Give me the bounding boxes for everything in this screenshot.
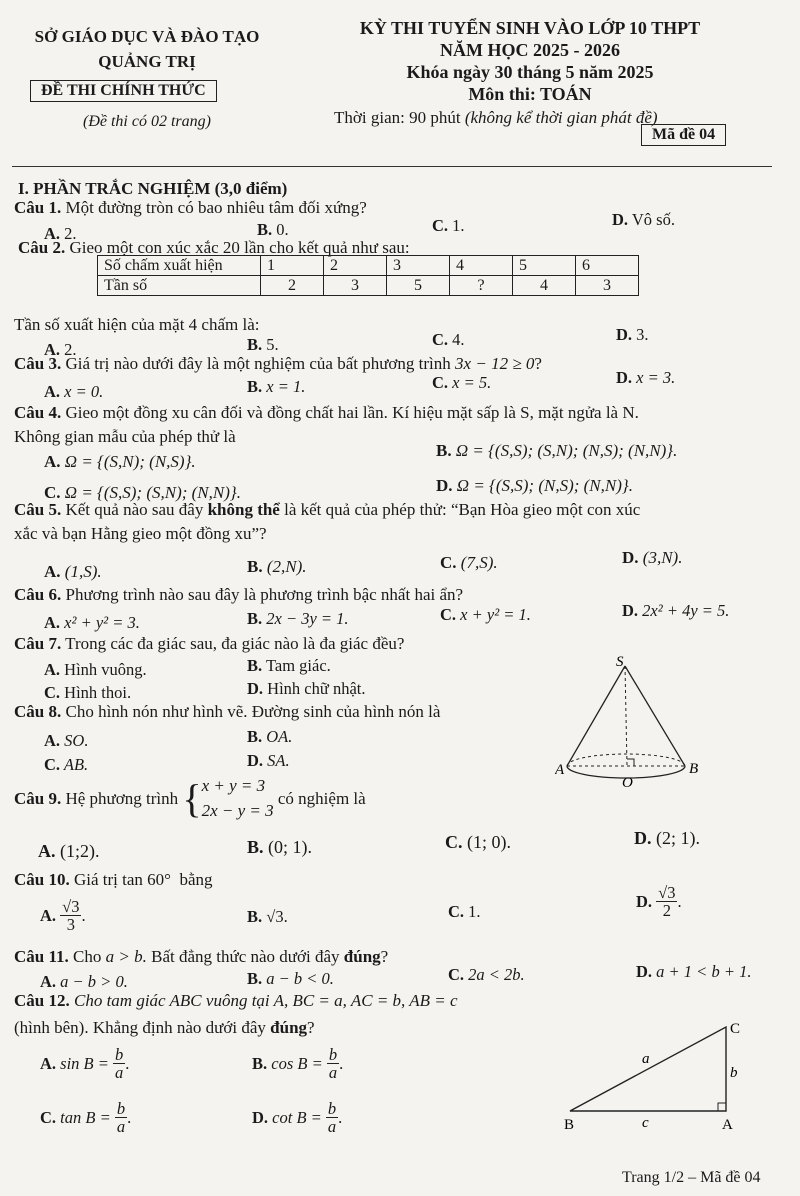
q12-option-a: A. sin B = $\frac{b}{a}$ . — [40, 1045, 130, 1083]
question-10: Câu 10. Giá trị tan 60° bằng — [14, 870, 213, 889]
q1-option-c: C. 1. — [432, 216, 465, 235]
question-8: Câu 8. Cho hình nón như hình vẽ. Đường sinh của hình nón là — [14, 702, 441, 721]
q3-option-d: D. x = 3. — [616, 368, 676, 387]
q8-option-b: B. OA. — [247, 727, 293, 746]
q11-option-b: B. a − b < 0. — [247, 969, 334, 988]
cone-label-b: B — [689, 761, 699, 777]
side-label-a: a — [642, 1051, 650, 1067]
q7-option-c: C. Hình thoi. — [44, 683, 132, 702]
q4-option-b: B. Ω = {(S,S); (S,N); (N,S); (N,N)}. — [436, 441, 678, 460]
triangle-figure — [560, 1015, 750, 1140]
q2-question: Tần số xuất hiện của mặt 4 chấm là: — [14, 315, 260, 334]
triangle-label-a: A — [722, 1117, 733, 1133]
question-11: Câu 11. Cho a > b. Bất đẳng thức nào dưới đây đúng? — [14, 947, 389, 966]
q1-option-b: B. 0. — [257, 220, 289, 239]
q12-option-c: C. tan B = $\frac{b}{a}$ . — [40, 1099, 132, 1137]
question-4: Câu 4. Gieo một đồng xu cân đối và đồng chất hai lần. Kí hiệu mặt sấp là S, mặt ngửa là N. — [14, 403, 639, 422]
question-7: Câu 7. Trong các đa giác sau, đa giác nào là đa giác đều? — [14, 634, 405, 653]
q7-option-b: B. Tam giác. — [247, 656, 331, 675]
q12-option-b: B. cos B = $\frac{b}{a}$ . — [252, 1045, 344, 1083]
triangle-label-b: B — [564, 1117, 575, 1133]
side-label-c: c — [642, 1115, 649, 1131]
q6-option-c: C. x + y² = 1. — [440, 605, 531, 624]
q9-option-a: A. (1;2). — [38, 841, 100, 861]
q1-option-d: D. Vô số. — [612, 210, 675, 229]
official-exam-box: ĐỀ THI CHÍNH THỨC — [30, 80, 217, 102]
q3-option-c: C. x = 5. — [432, 373, 492, 392]
header-divider — [12, 166, 772, 167]
q11-option-a: A. a − b > 0. — [40, 972, 128, 991]
q8-option-c: C. AB. — [44, 755, 89, 774]
q9-option-b: B. (0; 1). — [247, 837, 313, 857]
pages-note: (Đề thi có 02 trang) — [83, 113, 211, 130]
question-2: Câu 2. Gieo một con xúc xắc 20 lần cho kết quả như sau: — [18, 238, 410, 257]
q5-option-a: A. (1,S). — [44, 562, 102, 581]
table-row: Tần số 2 3 5 ? 4 3 — [98, 276, 639, 296]
question-12: Câu 12. Cho tam giác ABC vuông tại A, BC = a, AC = b, AB = c — [14, 991, 458, 1010]
q11-option-d: D. a + 1 < b + 1. — [636, 962, 752, 981]
q3-option-a: A. x = 0. — [44, 382, 104, 401]
time-limit: Thời gian: 90 phút (không kể thời gian phát đề) — [334, 108, 658, 127]
q9-option-d: D. (2; 1). — [634, 828, 700, 848]
question-5: Câu 5. Kết quả nào sau đây không thể là kết quả của phép thử: “Bạn Hòa gieo một con xúc — [14, 500, 641, 519]
q6-option-a: A. x² + y² = 3. — [44, 613, 140, 632]
table-row: Số chấm xuất hiện 1 2 3 4 5 6 — [98, 256, 639, 276]
cone-figure — [555, 652, 715, 792]
question-3: Câu 3. Giá trị nào dưới đây là một nghiệm của bất phương trình 3x − 12 ≥ 0? — [14, 354, 542, 373]
q8-option-a: A. SO. — [44, 731, 89, 750]
q10-option-c: C. 1. — [448, 902, 481, 921]
q2-option-d: D. 3. — [616, 325, 649, 344]
section-title: I. PHẦN TRẮC NGHIỆM (3,0 điểm) — [18, 179, 288, 198]
q7-option-d: D. Hình chữ nhật. — [247, 679, 366, 698]
q9-option-c: C. (1; 0). — [445, 832, 511, 852]
department-name: SỞ GIÁO DỤC VÀ ĐÀO TẠO — [34, 27, 260, 46]
q2-option-c: C. 4. — [432, 330, 465, 349]
frequency-table — [97, 255, 639, 296]
q12-option-d: D. cot B = $\frac{b}{a}$ . — [252, 1099, 343, 1137]
q11-option-c: C. 2a < 2b. — [448, 965, 525, 984]
question-1: Câu 1. Một đường tròn có bao nhiêu tâm đối xứng? — [14, 198, 367, 217]
q10-option-a: A. $\frac{√3}{3}$ . — [40, 897, 86, 935]
question-9: Câu 9. Hệ phương trình { x + y = 3 2x − y = 3 có nghiệm là — [14, 774, 366, 823]
question-6: Câu 6. Phương trình nào sau đây là phương trình bậc nhất hai ẩn? — [14, 585, 464, 604]
exam-date: Khóa ngày 30 tháng 5 năm 2025 — [406, 62, 654, 82]
triangle-label-c: C — [730, 1021, 741, 1037]
q4-option-c: C. Ω = {(S,S); (S,N); (N,N)}. — [44, 483, 241, 502]
province-name: QUẢNG TRỊ — [98, 52, 196, 71]
page-footer: Trang 1/2 – Mã đề 04 — [622, 1169, 761, 1186]
q2-option-b: B. 5. — [247, 335, 279, 354]
q7-option-a: A. Hình vuông. — [44, 660, 147, 679]
q3-option-b: B. x = 1. — [247, 377, 306, 396]
question-4-line2: Không gian mẫu của phép thử là — [14, 427, 236, 446]
q6-option-b: B. 2x − 3y = 1. — [247, 609, 349, 628]
cone-label-o: O — [622, 775, 633, 791]
q10-option-d: D. $\frac{√3}{2}$ . — [636, 883, 682, 921]
side-label-b: b — [730, 1065, 738, 1081]
q8-option-d: D. SA. — [247, 751, 290, 770]
exam-title: KỲ THI TUYỂN SINH VÀO LỚP 10 THPT — [359, 18, 701, 38]
q2-option-a: A. 2. — [44, 340, 77, 359]
system-brace: { — [182, 775, 202, 821]
q10-option-b: B. √3. — [247, 907, 288, 926]
q1-option-a: A. 2. — [44, 224, 77, 243]
cone-label-s: S — [616, 654, 624, 670]
q4-option-d: D. Ω = {(S,S); (N,S); (N,N)}. — [436, 476, 633, 495]
q5-option-c: C. (7,S). — [440, 553, 498, 572]
q5-option-d: D. (3,N). — [622, 548, 683, 567]
q4-option-a: A. Ω = {(S,N); (N,S)}. — [44, 452, 196, 471]
equation-system: x + y = 3 2x − y = 3 — [201, 776, 274, 820]
school-year: NĂM HỌC 2025 - 2026 — [440, 40, 620, 60]
exam-code-box: Mã đề 04 — [641, 124, 726, 146]
subject: Môn thi: TOÁN — [468, 84, 592, 104]
cone-label-a: A — [555, 762, 565, 778]
question-12-line2: (hình bên). Khẳng định nào dưới đây đúng? — [14, 1018, 315, 1037]
q6-option-d: D. 2x² + 4y = 5. — [622, 601, 730, 620]
question-5-line2: xắc và bạn Hằng gieo một đồng xu”? — [14, 524, 267, 543]
q5-option-b: B. (2,N). — [247, 557, 307, 576]
